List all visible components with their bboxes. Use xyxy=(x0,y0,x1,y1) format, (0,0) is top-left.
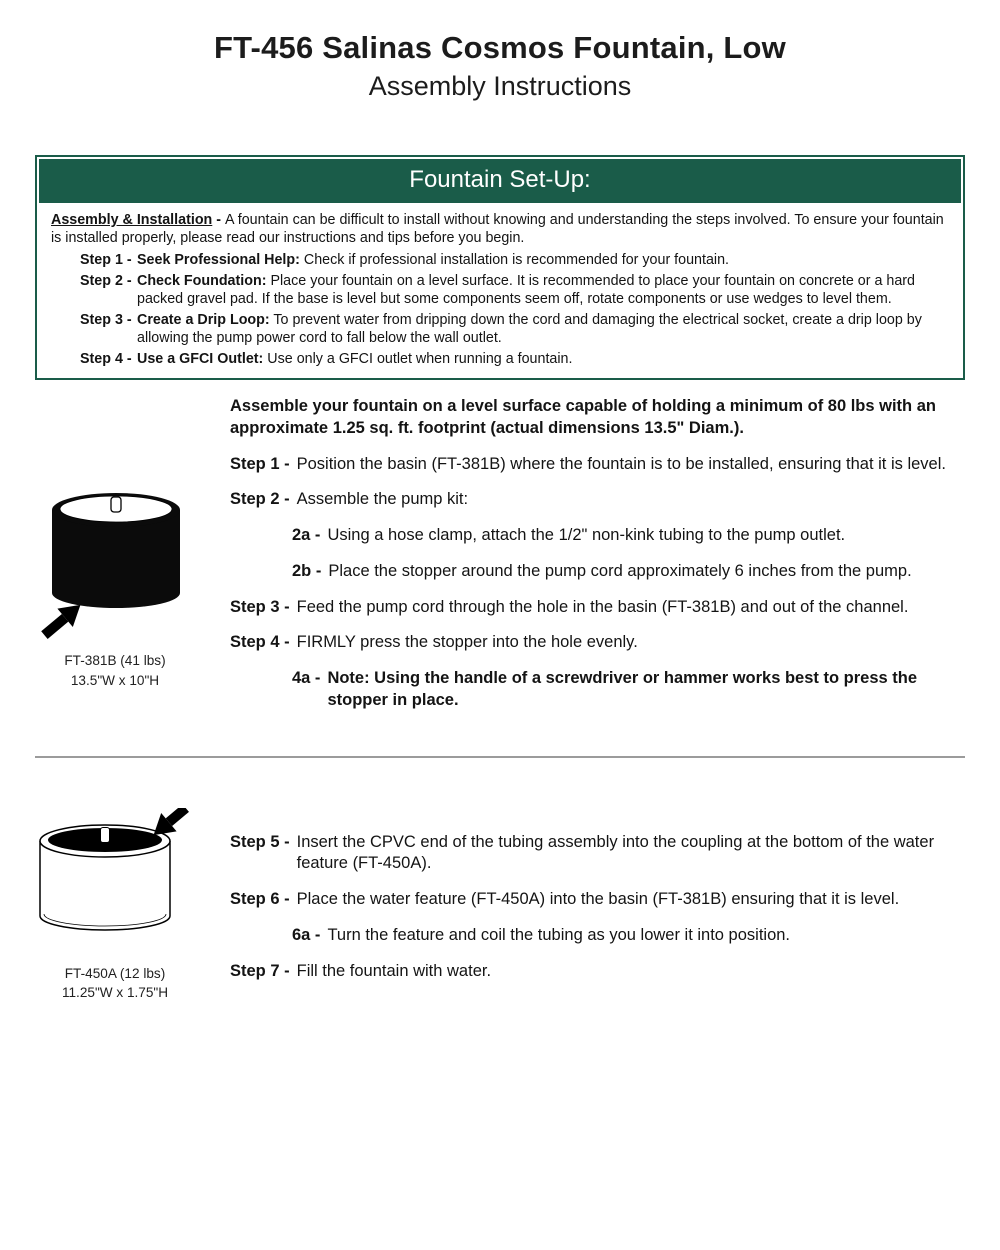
basin-caption-part: FT-381B (41 lbs) xyxy=(64,653,166,668)
assembly-step-text: FIRMLY press the stopper into the hole evenly. xyxy=(296,633,638,652)
setup-step-body xyxy=(137,350,949,368)
assembly-step-row xyxy=(230,832,965,876)
assembly-step-text: Using a hose clamp, attach the 1/2" non-kink tubing to the pump outlet. xyxy=(327,526,846,545)
setup-step-text: To prevent water from dripping down the cord and damaging the electrical socket, create a drip loop by allowing the pump power cord to fall below the wall outlet. xyxy=(137,312,922,346)
assembly-step-label: 4a - xyxy=(292,669,321,688)
water-feature-caption-dimensions: 11.25"W x 1.75"H xyxy=(61,985,169,1001)
assembly-step-row xyxy=(292,561,965,583)
setup-step-row xyxy=(80,311,949,347)
assembly-step-row xyxy=(230,961,965,983)
setup-step-title: Create a Drip Loop: xyxy=(137,312,270,328)
setup-intro-paragraph xyxy=(51,211,949,247)
setup-box-body xyxy=(37,205,963,378)
setup-step-label: Step 2 - xyxy=(80,273,132,289)
basin-caption-dimensions: 13.5"W x 10"H xyxy=(70,672,160,688)
setup-step-row xyxy=(80,251,949,269)
water-feature-illustration xyxy=(30,808,200,958)
assembly-step-label: Step 7 - xyxy=(230,961,290,980)
setup-step-text: Use only a GFCI outlet when running a fountain. xyxy=(267,351,573,367)
water-feature-steps-column xyxy=(230,818,965,1003)
assembly-step-label: Step 1 - xyxy=(230,454,290,473)
assembly-step-label: Step 2 - xyxy=(230,490,290,509)
setup-step-body xyxy=(137,251,949,269)
assembly-step-row xyxy=(230,632,965,654)
assembly-step-text: Place the stopper around the pump cord approximately 6 inches from the pump. xyxy=(328,561,912,580)
page-title: FT-456 Salinas Cosmos Fountain, Low xyxy=(214,30,786,65)
assembly-step-label: Step 6 - xyxy=(230,890,290,909)
assembly-step-text: Feed the pump cord through the hole in the basin (FT-381B) and out of the channel. xyxy=(296,597,909,616)
page-subtitle: Assembly Instructions xyxy=(368,71,632,101)
assembly-step-row xyxy=(292,668,965,712)
assembly-step-label: 2b - xyxy=(292,561,322,580)
assembly-section-basin xyxy=(0,396,1000,712)
assembly-step-text: Insert the CPVC end of the tubing assembly into the coupling at the bottom of the water feature (FT-450A). xyxy=(296,832,935,873)
assembly-step-row xyxy=(230,454,965,476)
setup-step-label: Step 1 - xyxy=(80,252,132,268)
setup-step-body xyxy=(137,272,949,308)
assembly-step-label: 2a - xyxy=(292,526,321,545)
document-header xyxy=(0,0,1000,102)
assembly-section-water-feature xyxy=(0,804,1000,1003)
setup-step-text: Place your fountain on a level surface. It is recommended to place your fountain on concrete or a hard packed gravel pad. If the base is level but some components seem off, rotate components or use wedges to level them. xyxy=(137,273,915,307)
assembly-step-label: 6a - xyxy=(292,925,321,944)
basin-steps-column xyxy=(230,396,965,712)
assembly-step-row xyxy=(230,489,965,511)
fountain-setup-box xyxy=(35,155,965,380)
section-divider xyxy=(35,756,965,758)
setup-step-text: Check if professional installation is recommended for your fountain. xyxy=(303,252,730,268)
setup-step-row xyxy=(80,350,949,368)
water-feature-figure-column xyxy=(0,804,230,1003)
water-feature-figure-caption xyxy=(62,964,168,1003)
setup-step-title: Use a GFCI Outlet: xyxy=(137,351,264,367)
basin-figure-column xyxy=(0,396,230,712)
basin-drain-hole xyxy=(111,497,121,512)
assembly-step-label: Step 4 - xyxy=(230,633,290,652)
setup-step-body xyxy=(137,311,949,347)
setup-intro-text: A fountain can be difficult to install without knowing and understanding the steps involved. To ensure your fountain is installed properly, please read our instructions and tips before you begin. xyxy=(51,212,944,246)
setup-step-label: Step 4 - xyxy=(80,351,132,367)
assembly-intro-paragraph: Assemble your fountain on a level surface capable of holding a minimum of 80 lbs with an approximate 1.25 sq. ft. footprint (actual dimensions 13.5" Diam.). xyxy=(230,397,936,437)
assembly-step-text: Note: Using the handle of a screwdriver or hammer works best to press the stopper in place. xyxy=(327,669,918,709)
assembly-step-text: Assemble the pump kit: xyxy=(296,490,469,509)
assembly-steps-list-2 xyxy=(230,832,965,983)
basin-figure-caption xyxy=(64,651,165,690)
setup-step-row xyxy=(80,272,949,308)
assembly-step-text: Position the basin (FT-381B) where the fountain is to be installed, ensuring that it is level. xyxy=(296,454,946,473)
setup-intro-separator: - xyxy=(212,212,225,228)
assembly-step-row xyxy=(292,525,965,547)
assembly-step-label: Step 3 - xyxy=(230,597,290,616)
setup-step-label: Step 3 - xyxy=(80,312,132,328)
setup-steps-list xyxy=(80,251,949,368)
setup-intro-label: Assembly & Installation xyxy=(51,212,213,228)
water-feature-caption-part: FT-450A (12 lbs) xyxy=(64,965,166,981)
setup-step-title: Check Foundation: xyxy=(137,273,267,289)
assembly-steps-list-1 xyxy=(230,454,965,712)
assembly-step-text: Place the water feature (FT-450A) into the basin (FT-381B) ensuring that it is level. xyxy=(296,890,900,909)
assembly-step-label: Step 5 - xyxy=(230,832,290,851)
assembly-step-row xyxy=(230,889,965,911)
assembly-step-text: Turn the feature and coil the tubing as you lower it into position. xyxy=(327,925,791,944)
setup-box-header: Fountain Set-Up: xyxy=(39,159,961,203)
assembly-step-row xyxy=(292,925,965,947)
basin-illustration xyxy=(40,490,190,645)
assembly-step-text: Fill the fountain with water. xyxy=(296,961,492,980)
feature-drain-hole xyxy=(101,827,110,842)
assembly-step-row xyxy=(230,597,965,619)
setup-step-title: Seek Professional Help: xyxy=(137,252,300,268)
